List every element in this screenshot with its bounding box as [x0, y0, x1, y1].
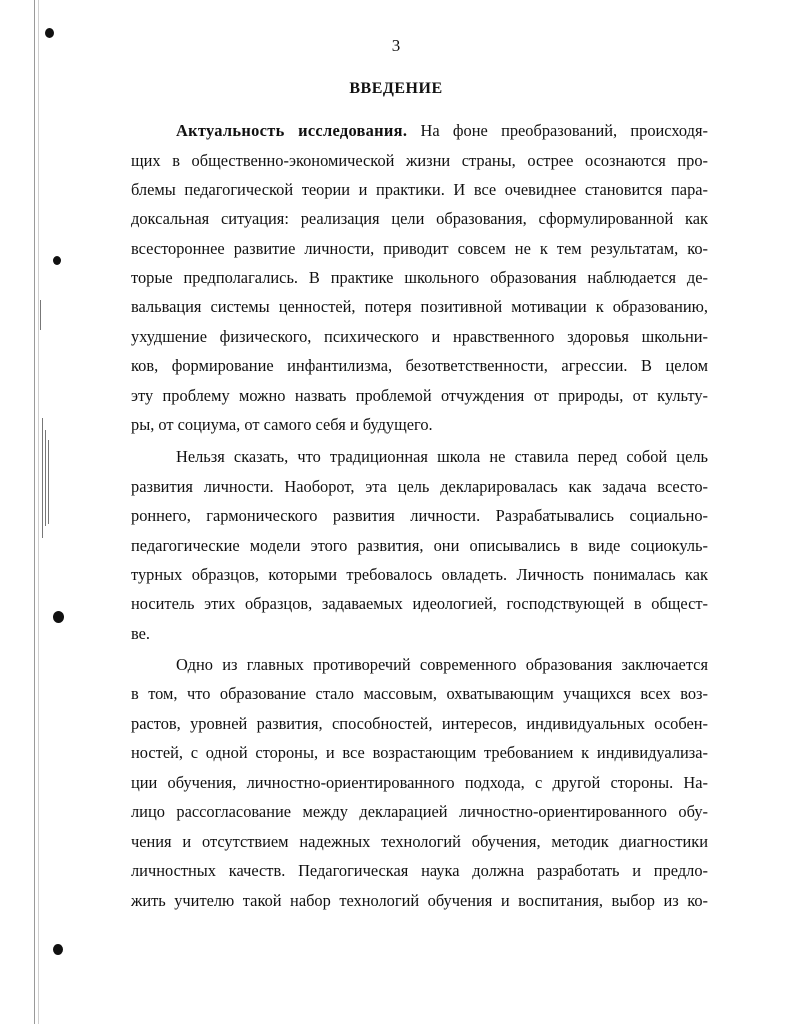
- punch-hole-mark: [53, 256, 61, 265]
- text-line: турных образцов, которыми требовалось овладеть. Личность понималась как: [131, 565, 708, 584]
- page-number: 3: [391, 36, 401, 55]
- text-line: чения и отсутствием надежных технологий обучения, методик диагностики: [131, 832, 708, 851]
- text-line: блемы педагогической теории и практики. И все очевиднее становится пара-: [131, 180, 708, 199]
- text-line: ностей, с одной стороны, и все возрастающим требованием к индивидуализа-: [131, 743, 708, 762]
- text-line: жить учителю такой набор технологий обучения и воспитания, выбор из ко-: [131, 891, 708, 910]
- text-line: ков, формирование инфантилизма, безответственности, агрессии. В целом: [131, 356, 708, 375]
- text-line: развития личности. Наоборот, эта цель декларировалась как задача всесто-: [131, 477, 708, 496]
- scan-border-line-faint: [38, 0, 39, 1024]
- binding-mark: [48, 440, 49, 524]
- punch-hole-mark: [53, 944, 63, 955]
- text-line: носитель этих образцов, задаваемых идеологией, господствующей в общест-: [131, 594, 708, 613]
- text-line: Актуальность исследования. На фоне преобразований, происходя-: [176, 121, 708, 140]
- text-line: ухудшение физического, психического и нравственного здоровья школьни-: [131, 327, 708, 346]
- text-line: вальвация системы ценностей, потеря позитивной мотивации к образованию,: [131, 297, 708, 316]
- punch-hole-mark: [53, 611, 64, 623]
- text-line: Одно из главных противоречий современного образования заключается: [176, 655, 708, 674]
- lead-phrase: Актуальность исследования.: [176, 121, 408, 140]
- text-line: растов, уровней развития, способностей, интересов, индивидуальных особен-: [131, 714, 708, 733]
- scan-border-line: [34, 0, 35, 1024]
- text-line: ции обучения, личностно-ориентированного подхода, с другой стороны. На-: [131, 773, 708, 792]
- text-line: ве.: [131, 624, 151, 643]
- text-line: в том, что образование стало массовым, охватывающим учащихся всех воз-: [131, 684, 708, 703]
- binding-mark: [45, 430, 46, 526]
- section-heading: ВВЕДЕНИЕ: [349, 80, 443, 97]
- binding-mark: [40, 300, 41, 330]
- text-line: щих в общественно-экономической жизни страны, острее осознаются про-: [131, 151, 708, 170]
- text-line: лицо рассогласование между декларацией личностно-ориентированного обу-: [131, 802, 708, 821]
- text-line: Нельзя сказать, что традиционная школа не ставила перед собой цель: [176, 447, 708, 466]
- text-line: педагогические модели этого развития, они описывались в виде социокуль-: [131, 536, 708, 555]
- binding-mark: [42, 418, 43, 538]
- text-line: ры, от социума, от самого себя и будущего.: [131, 415, 433, 434]
- text-line: доксальная ситуация: реализация цели образования, сформулированной как: [131, 209, 708, 228]
- text-line: торые предполагались. В практике школьного образования наблюдается де-: [131, 268, 708, 287]
- text-line: личностных качеств. Педагогическая наука должна разработать и предло-: [131, 861, 708, 880]
- text-line: роннего, гармонического развития личности. Разрабатывались социально-: [131, 506, 708, 525]
- text-line: всестороннее развитие личности, приводит совсем не к тем результатам, ко-: [131, 239, 708, 258]
- text-line: эту проблему можно назвать проблемой отчуждения от природы, от культу-: [131, 386, 708, 405]
